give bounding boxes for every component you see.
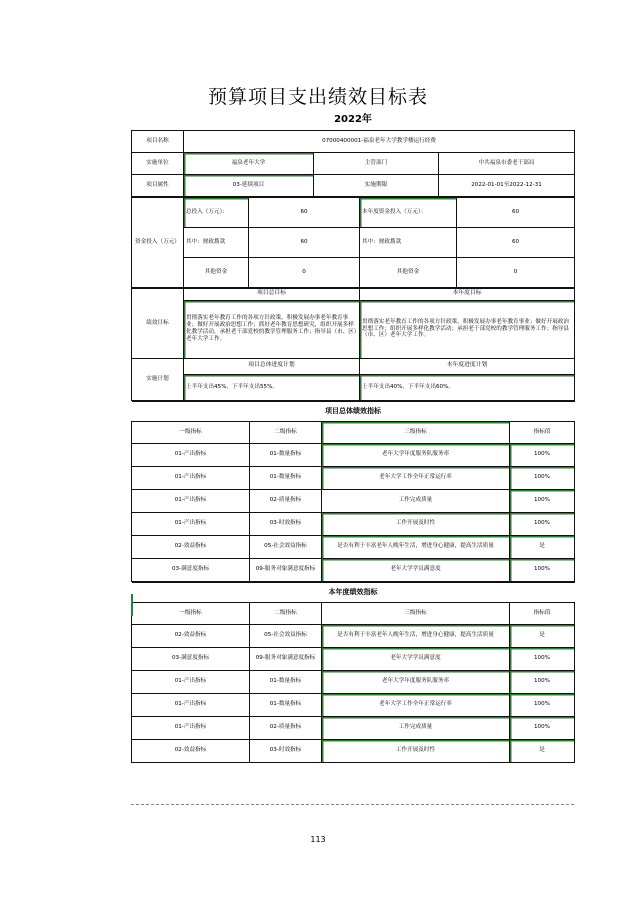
level2-cell: 03-时效指标	[250, 739, 322, 762]
dept-label: 主管部门	[314, 152, 439, 174]
col-value: 指标值	[510, 602, 575, 624]
level1-cell: 02-效益指标	[132, 624, 250, 647]
overall-indicators-table	[131, 401, 575, 582]
overall-goal-text: 贯彻落实老年教育工作的各项方针政策，积极发展办事老年教育事业；做好开展政治思想工作；抓好老年教育思想研究，组织开展多样化教学活动，承担老干部党校的教学管理服务工作；指导县（市、区）老年大学工作。	[184, 300, 360, 358]
value-cell: 100%	[510, 693, 575, 716]
page-break-line	[131, 804, 574, 805]
level2-cell: 03-时效指标	[250, 512, 322, 535]
level3-cell: 老年大学学员满意度	[322, 647, 510, 670]
total-label: 总投入（万元）：	[184, 197, 249, 227]
level2-cell: 09-服务对象满意度指标	[250, 647, 322, 670]
value-cell: 100%	[510, 489, 575, 512]
table-row	[132, 670, 575, 693]
level2-cell: 02-质量指标	[250, 716, 322, 739]
goals-table	[131, 288, 575, 401]
level1-cell: 01-产出指标	[132, 466, 250, 489]
value-cell: 100%	[510, 558, 575, 581]
col-level2: 二级指标	[250, 421, 322, 443]
year-heading: 2022年	[132, 110, 575, 130]
level1-cell: 01-产出指标	[132, 716, 250, 739]
table-row	[132, 558, 575, 581]
level3-cell: 老年大学学员满意度	[322, 558, 510, 581]
level2-cell: 05-社会效益指标	[250, 535, 322, 558]
col-level1: 一级指标	[132, 602, 250, 624]
page-number: 113	[310, 835, 326, 844]
year-other-value: 0	[457, 257, 575, 287]
other-label: 其他资金	[184, 257, 249, 287]
year-plan-header: 本年度进度计划	[360, 358, 575, 374]
table-row	[132, 716, 575, 739]
table-row	[132, 624, 575, 647]
cell-selection-marker	[131, 594, 133, 616]
col-level3: 三级指标	[322, 421, 510, 443]
level3-cell: 工作完成质量	[322, 716, 510, 739]
value-cell: 100%	[510, 716, 575, 739]
project-name-label: 项目名称	[132, 130, 184, 152]
level3-cell: 老年大学年度服务队服务率	[322, 670, 510, 693]
level2-cell: 01-数量指标	[250, 443, 322, 466]
table-row	[132, 443, 575, 466]
table-row	[132, 489, 575, 512]
level1-cell: 01-产出指标	[132, 489, 250, 512]
period-label: 实施期限	[314, 174, 439, 196]
goals-label: 绩效目标	[132, 288, 184, 358]
level2-cell: 01-数量指标	[250, 670, 322, 693]
total-value: 60	[249, 197, 360, 227]
unit-value: 福泉老年大学	[184, 152, 314, 174]
plan-label: 实施计划	[132, 358, 184, 400]
level3-cell: 老年大学工作全年正常运行率	[322, 466, 510, 489]
col-value: 指标值	[510, 421, 575, 443]
performance-table-block	[131, 110, 574, 763]
value-cell: 100%	[510, 647, 575, 670]
table-row	[132, 693, 575, 716]
col-level2: 二级指标	[250, 602, 322, 624]
table-row	[132, 739, 575, 762]
fin-value: 60	[249, 227, 360, 257]
value-cell: 是	[510, 739, 575, 762]
unit-label: 实施单位	[132, 152, 184, 174]
level3-cell: 老年大学年度服务队服务率	[322, 443, 510, 466]
value-cell: 是	[510, 535, 575, 558]
level2-cell: 09-服务对象满意度指标	[250, 558, 322, 581]
year-section-title: 本年度绩效指标	[132, 582, 575, 602]
level2-cell: 01-数量指标	[250, 466, 322, 489]
document-title: 预算项目支出绩效目标表	[207, 86, 428, 108]
year-total-value: 60	[457, 197, 575, 227]
year-goal-text: 贯彻落实老年教育工作的各项方针政策，积极发展办事老年教育事业；做好开展政治思想工作；组织开展多样化教学活动；承担老干部党校的教学管理服务工作；指导县（市、区）老年大学工作。	[360, 300, 575, 358]
level1-cell: 01-产出指标	[132, 693, 250, 716]
project-name-value: 07000400001-福泉老年大学教学楼运行经费	[184, 130, 575, 152]
level1-cell: 03-满意度指标	[132, 647, 250, 670]
project-info-table	[131, 110, 575, 197]
table-row	[132, 535, 575, 558]
overall-goal-header: 项目总目标	[184, 288, 360, 300]
attr-value: 03-延续项目	[184, 174, 314, 196]
value-cell: 100%	[510, 670, 575, 693]
level1-cell: 03-满意度指标	[132, 558, 250, 581]
table-row	[132, 647, 575, 670]
year-other-label: 其他资金	[360, 257, 457, 287]
level1-cell: 01-产出指标	[132, 512, 250, 535]
level1-cell: 01-产出指标	[132, 443, 250, 466]
year-indicators-table	[131, 582, 575, 763]
value-cell: 100%	[510, 512, 575, 535]
col-level3: 三级指标	[322, 602, 510, 624]
level2-cell: 01-数量指标	[250, 693, 322, 716]
level3-cell: 是否有利于丰富老年人晚年生活，增进身心健康，提高生活质量	[322, 624, 510, 647]
col-level1: 一级指标	[132, 421, 250, 443]
overall-plan-header: 项目总体进度计划	[184, 358, 360, 374]
year-goal-header: 本年度目标	[360, 288, 575, 300]
table-row	[132, 466, 575, 489]
level3-cell: 工作完成质量	[322, 489, 510, 512]
level2-cell: 05-社会效益指标	[250, 624, 322, 647]
value-cell: 100%	[510, 443, 575, 466]
level2-cell: 02-质量指标	[250, 489, 322, 512]
value-cell: 100%	[510, 466, 575, 489]
dept-value: 中共福泉市委老干部局	[439, 152, 575, 174]
level3-cell: 工作开展及时性	[322, 739, 510, 762]
level3-cell: 是否有利于丰富老年人晚年生活，增进身心健康，提高生活质量	[322, 535, 510, 558]
fin-label: 其中：财政拨款	[184, 227, 249, 257]
value-cell: 是	[510, 624, 575, 647]
funds-label: 资金投入（万元）	[132, 197, 184, 287]
overall-section-title: 项目总体绩效指标	[132, 401, 575, 421]
level1-cell: 01-产出指标	[132, 670, 250, 693]
other-value: 0	[249, 257, 360, 287]
year-fin-label: 其中：财政拨款	[360, 227, 457, 257]
level1-cell: 02-效益指标	[132, 535, 250, 558]
table-row	[132, 512, 575, 535]
level3-cell: 老年大学工作全年正常运行率	[322, 693, 510, 716]
attr-label: 项目属性	[132, 174, 184, 196]
year-fin-value: 60	[457, 227, 575, 257]
level1-cell: 02-效益指标	[132, 739, 250, 762]
year-plan-text: 上半年支出40%，下半年支出60%。	[360, 374, 575, 400]
overall-plan-text: 上半年支出45%，下半年支出55%。	[184, 374, 360, 400]
period-value: 2022-01-01至2022-12-31	[439, 174, 575, 196]
year-total-label: 本年度资金投入（万元）：	[360, 197, 457, 227]
level3-cell: 工作开展及时性	[322, 512, 510, 535]
funds-table	[131, 197, 575, 288]
